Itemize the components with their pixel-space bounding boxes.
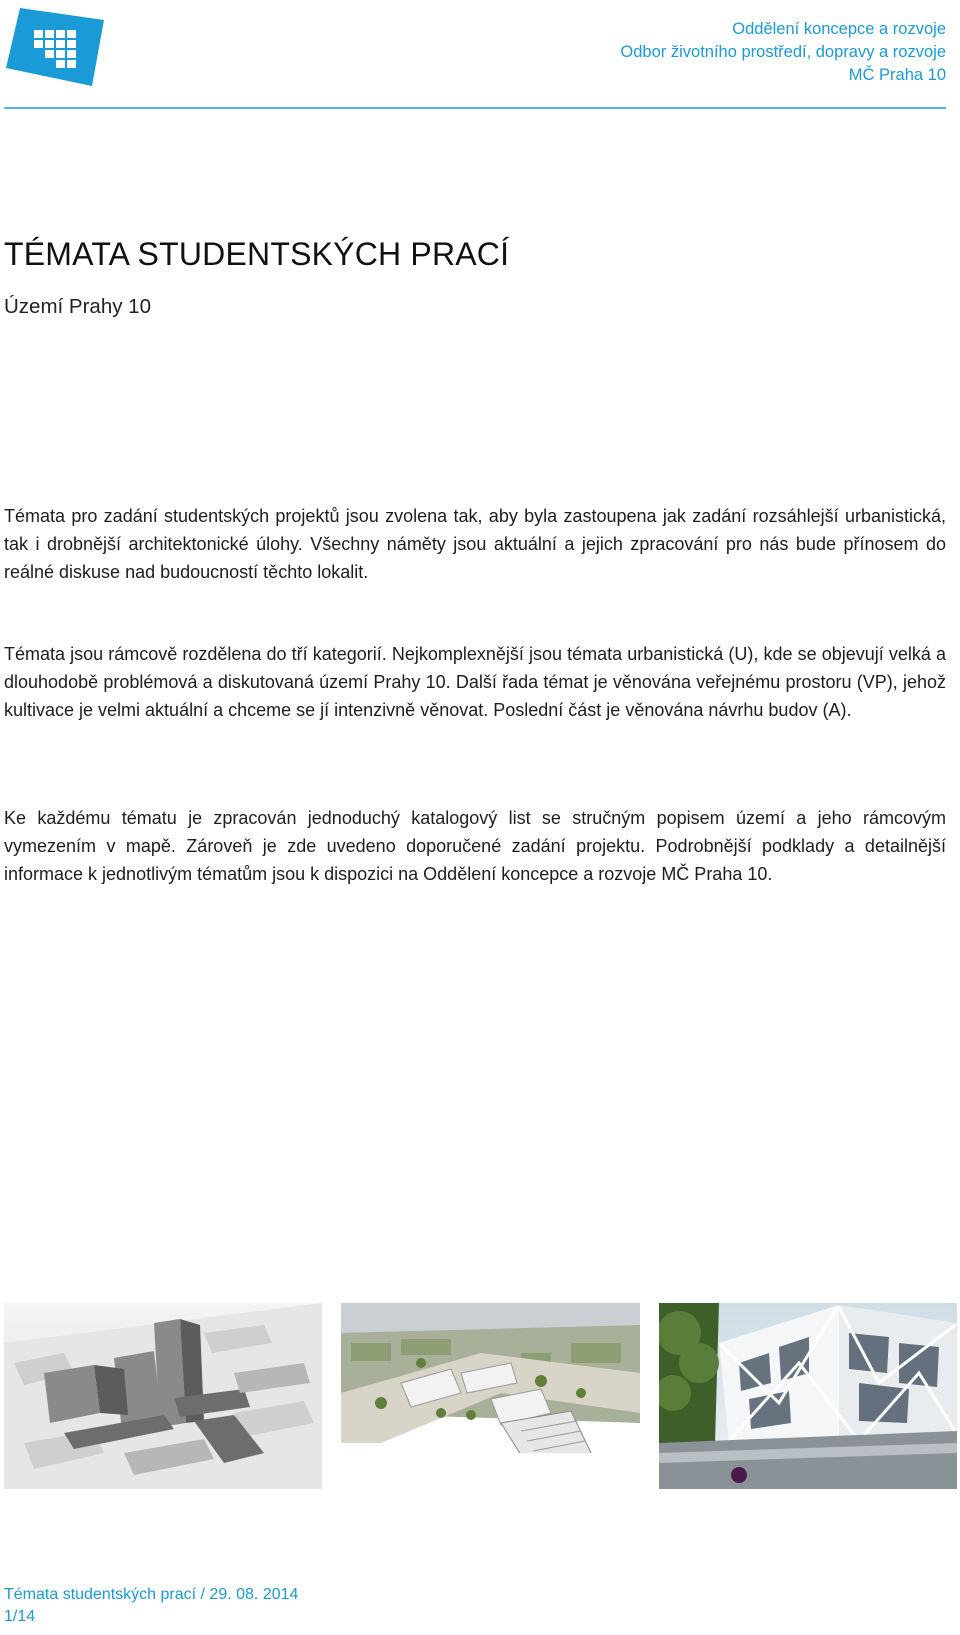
catalogue-paragraph: Ke každému tématu je zpracován jednoduchý katalogový list se stručným popisem území a jeho rámcovým vymezením v mapě. Zároveň je zde uvedeno doporučené zadání projektu. Podrobnější podklady a detailnější informace k jednotlivým tématům jsou k dispozici na Oddělení koncepce a rozvoje MČ Praha 10.	[4, 808, 946, 884]
page-number: 1/14	[4, 1608, 36, 1625]
document-title: TÉMATA STUDENTSKÝCH PRACÍ	[4, 236, 510, 272]
page-footer	[4, 1584, 298, 1628]
header-line-office: Odbor životního prostředí, dopravy a rozvoje	[620, 43, 946, 61]
header-department-block	[620, 18, 946, 87]
mc-praha-10-logo-icon	[4, 6, 104, 86]
header-line-department: Oddělení koncepce a rozvoje	[732, 20, 946, 38]
building-facade-render	[659, 1303, 957, 1489]
document-subtitle: Území Prahy 10	[4, 295, 151, 318]
public-space-aerial-render	[341, 1303, 640, 1489]
categories-paragraph: Témata jsou rámcově rozdělena do tří kategorií. Nejkomplexnější jsou témata urbanistická (U), kde se objevují velká a dlouhodobě problémová a diskutovaná území Prahy 10. Další řada témat je věnována veřejnému prostoru (VP), jehož kultivace je velmi aktuální a chceme se jí intenzivně věnovat. Poslední část je věnována návrhu budov (A).	[4, 644, 946, 720]
footer-title-date: Témata studentských prací / 29. 08. 2014	[4, 1586, 299, 1603]
urban-model-render	[4, 1303, 322, 1489]
header-line-district: MČ Praha 10	[848, 66, 946, 84]
header-divider	[4, 107, 946, 109]
intro-paragraph: Témata pro zadání studentských projektů jsou zvolena tak, aby byla zastoupena jak zadání rozsáhlejší urbanistická, tak i drobnější architektonické úlohy. Všechny náměty jsou aktuální a jejich zpracování pro nás bude přínosem do reálné diskuse nad budoucností těchto lokalit.	[4, 506, 946, 582]
